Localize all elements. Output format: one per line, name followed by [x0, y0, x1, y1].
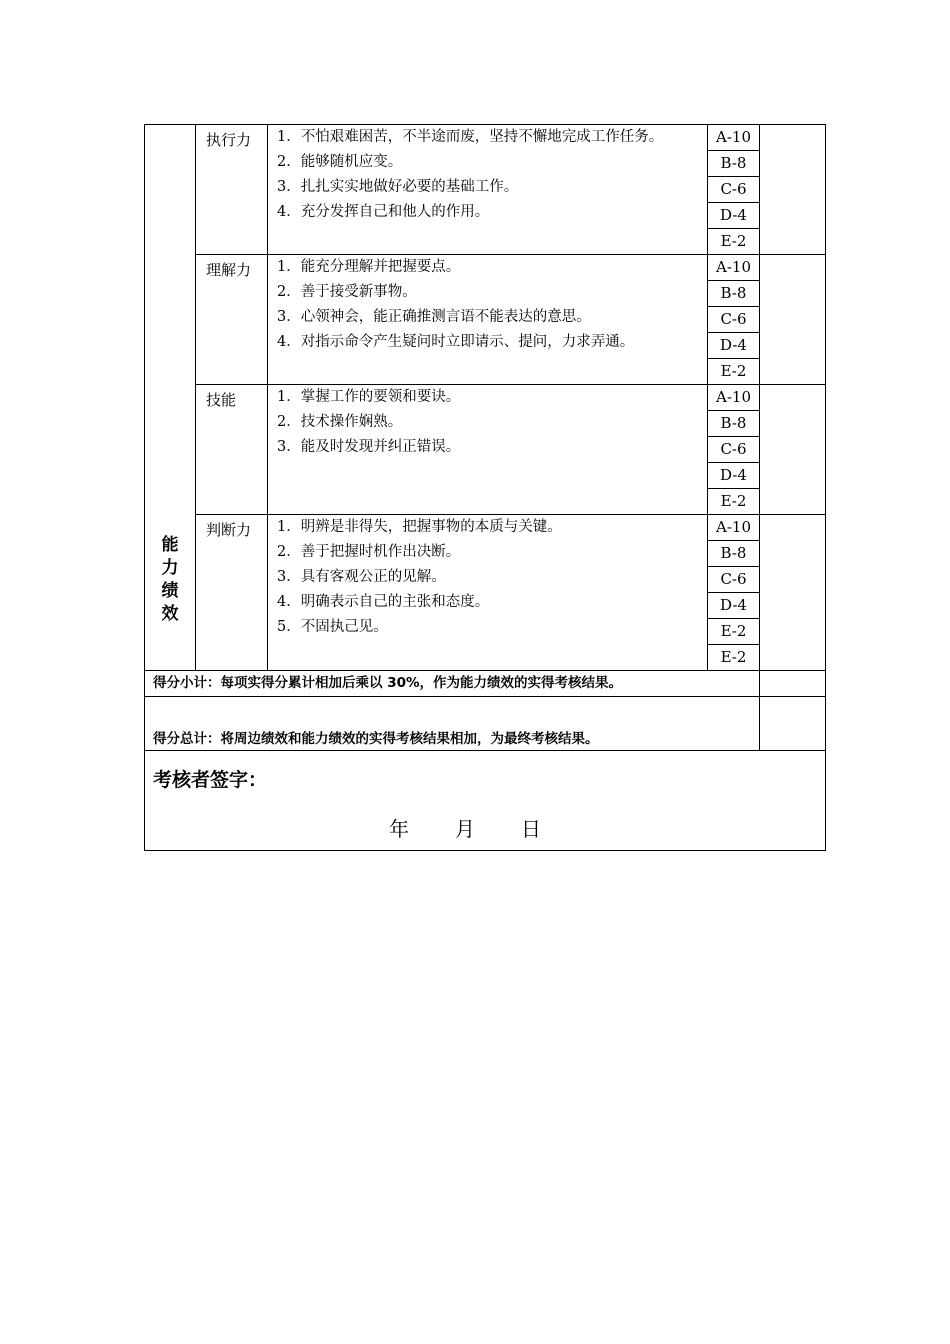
section-name: 判断力: [196, 515, 268, 671]
grade-option: E-2: [708, 229, 760, 255]
signature-label: 考核者签字：: [153, 769, 268, 791]
date-month: 月: [455, 817, 475, 841]
criteria-item: 2．技术操作娴熟。: [277, 414, 403, 430]
section-criteria: [268, 125, 708, 255]
category-cell: [145, 125, 196, 671]
section-name: 理解力: [196, 255, 268, 385]
grade-option: C-6: [708, 437, 760, 463]
grade-option: B-8: [708, 541, 760, 567]
grade-option: A-10: [708, 515, 760, 541]
grade-option: D-4: [708, 333, 760, 359]
score-cell[interactable]: [760, 125, 826, 255]
grade-option: A-10: [708, 385, 760, 411]
score-cell[interactable]: [760, 255, 826, 385]
criteria-item: 3．能及时发现并纠正错误。: [277, 439, 461, 455]
category-label: 能力绩效: [161, 535, 179, 624]
total-label: 得分总计：将周边绩效和能力绩效的实得考核结果相加，为最终考核结果。: [145, 697, 760, 751]
total-score-cell[interactable]: [760, 697, 826, 751]
subtotal-label: 得分小计：每项实得分累计相加后乘以 30%，作为能力绩效的实得考核结果。: [145, 671, 760, 697]
grade-option: C-6: [708, 307, 760, 333]
grade-option: D-4: [708, 203, 760, 229]
grade-row: [145, 125, 826, 151]
criteria-item: 4．充分发挥自己和他人的作用。: [277, 204, 490, 220]
signature-block: [145, 751, 826, 851]
criteria-item: 4．对指示命令产生疑问时立即请示、提问，力求弄通。: [277, 334, 635, 350]
criteria-item: 2．善于把握时机作出决断。: [277, 544, 461, 560]
criteria-item: 1．能充分理解并把握要点。: [277, 259, 461, 275]
section-criteria: [268, 255, 708, 385]
grade-option: E-2: [708, 489, 760, 515]
grade-option: E-2: [708, 645, 760, 671]
criteria-item: 3．心领神会，能正确推测言语不能表达的意思。: [277, 309, 591, 325]
subtotal-score-cell[interactable]: [760, 671, 826, 697]
grade-option: C-6: [708, 567, 760, 593]
criteria-item: 2．能够随机应变。: [277, 154, 403, 170]
criteria-item: 2．善于接受新事物。: [277, 284, 417, 300]
grade-row: [145, 255, 826, 281]
criteria-item: 4．明确表示自己的主张和态度。: [277, 594, 490, 610]
criteria-item: 3．具有客观公正的见解。: [277, 569, 446, 585]
grade-row: [145, 515, 826, 541]
grade-option: B-8: [708, 281, 760, 307]
grade-option: E-2: [708, 359, 760, 385]
grade-option: B-8: [708, 411, 760, 437]
grade-option: E-2: [708, 619, 760, 645]
signature-date: [389, 813, 541, 842]
criteria-item: 1．不怕艰难困苦，不半途而废，坚持不懈地完成工作任务。: [277, 129, 664, 145]
grade-option: A-10: [708, 255, 760, 281]
score-cell[interactable]: [760, 515, 826, 671]
section-name: 技能: [196, 385, 268, 515]
performance-table: [144, 124, 826, 851]
criteria-item: 5．不固执己见。: [277, 619, 388, 635]
grade-row: [145, 385, 826, 411]
grade-option: D-4: [708, 463, 760, 489]
grade-option: C-6: [708, 177, 760, 203]
date-year: 年: [389, 817, 409, 841]
score-cell[interactable]: [760, 385, 826, 515]
grade-option: A-10: [708, 125, 760, 151]
section-criteria: [268, 385, 708, 515]
section-criteria: [268, 515, 708, 671]
date-day: 日: [521, 817, 541, 841]
grade-option: B-8: [708, 151, 760, 177]
criteria-item: 1．掌握工作的要领和要诀。: [277, 389, 461, 405]
criteria-item: 3．扎扎实实地做好必要的基础工作。: [277, 179, 519, 195]
criteria-item: 1．明辨是非得失，把握事物的本质与关键。: [277, 519, 562, 535]
section-name: 执行力: [196, 125, 268, 255]
grade-option: D-4: [708, 593, 760, 619]
